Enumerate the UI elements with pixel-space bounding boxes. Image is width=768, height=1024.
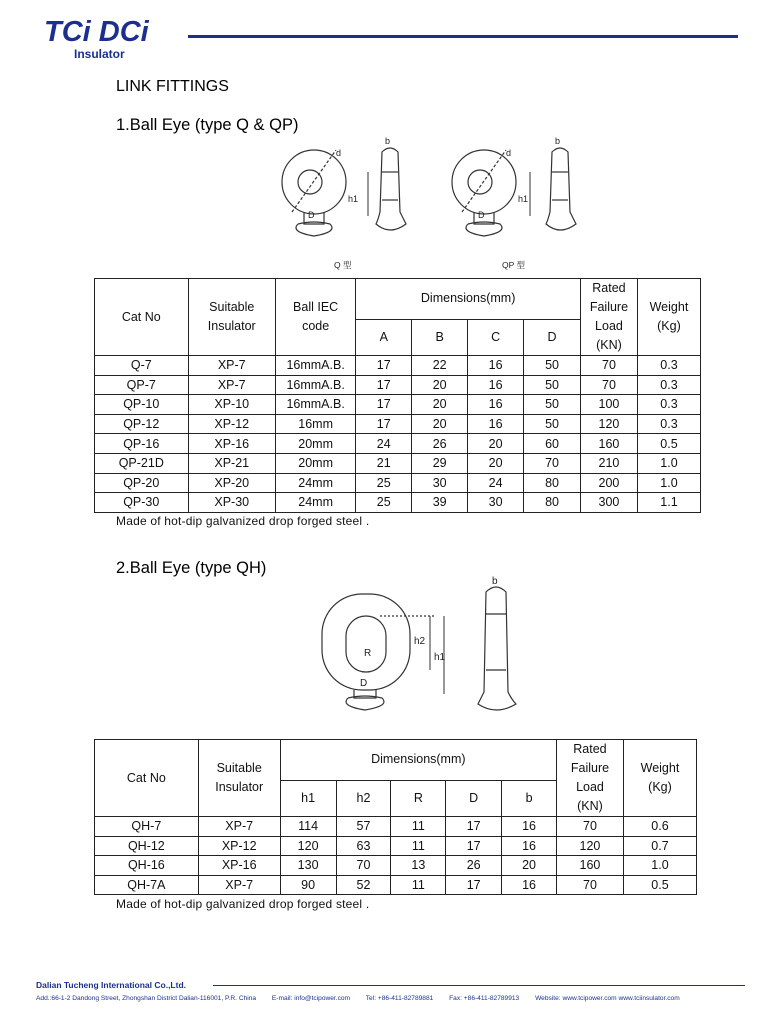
fig1-label-D: D xyxy=(308,210,315,220)
col-cat-no: Cat No xyxy=(95,740,199,817)
fig1-label-d: d xyxy=(336,148,342,158)
table-row xyxy=(95,856,697,876)
col-dim-c: C xyxy=(468,319,524,355)
table-row xyxy=(95,817,697,837)
table-cell: XP-7 xyxy=(188,375,275,395)
table-cell: 130 xyxy=(280,856,336,876)
table-cell: 0.5 xyxy=(623,875,696,895)
footer-tel: Tel: +86-411-82789881 xyxy=(365,995,434,1002)
table-row xyxy=(95,375,701,395)
table-cell: 26 xyxy=(446,856,502,876)
table-cell: 70 xyxy=(580,356,637,376)
table-cell: 20mm xyxy=(275,434,355,454)
fig1-caption-qp: QP 型 xyxy=(502,260,525,270)
col-suitable-insulator: Suitable Insulator xyxy=(188,279,275,356)
section2-heading: 2.Ball Eye (type QH) xyxy=(116,559,267,577)
table-cell: 70 xyxy=(580,375,637,395)
table-row xyxy=(95,414,701,434)
table-cell: 160 xyxy=(580,434,637,454)
table-cell: 24mm xyxy=(275,493,355,513)
table-cell: XP-16 xyxy=(198,856,280,876)
table-cell: XP-7 xyxy=(188,356,275,376)
table-cell: 16 xyxy=(468,375,524,395)
table-cell: 1.1 xyxy=(637,493,700,513)
col-dim-d: D xyxy=(446,780,502,816)
table-cell: 16 xyxy=(468,356,524,376)
table-row xyxy=(95,473,701,493)
table-cell: 24 xyxy=(468,473,524,493)
table-row xyxy=(95,453,701,473)
table-cell: 17 xyxy=(446,817,502,837)
table-cell: 26 xyxy=(412,434,468,454)
table-cell: 11 xyxy=(391,836,446,856)
table-cell: 60 xyxy=(524,434,581,454)
table-cell: XP-16 xyxy=(188,434,275,454)
table-cell: 120 xyxy=(556,836,623,856)
table-cell: 17 xyxy=(446,836,502,856)
fig1-label-b-qp: b xyxy=(555,136,561,146)
logo-wordmark: TCi DCi xyxy=(44,16,149,48)
table-cell: 50 xyxy=(524,375,581,395)
table-cell: 0.3 xyxy=(637,395,700,415)
table-cell: 25 xyxy=(356,473,412,493)
table-cell: QP-12 xyxy=(95,414,189,434)
footer-address: Add.:66-1-2 Dandong Street, Zhongshan District Dalian-116001, P.R. China xyxy=(36,995,257,1002)
col-weight: Weight (Kg) xyxy=(637,279,700,356)
table-cell: 52 xyxy=(336,875,391,895)
table-cell: 114 xyxy=(280,817,336,837)
col-dim-h2: h2 xyxy=(336,780,391,816)
table-cell: 63 xyxy=(336,836,391,856)
table-cell: 11 xyxy=(391,875,446,895)
table-cell: 1.0 xyxy=(623,856,696,876)
table-cell: QP-7 xyxy=(95,375,189,395)
table-cell: 57 xyxy=(336,817,391,837)
table-cell: 16 xyxy=(502,817,557,837)
table-cell: 120 xyxy=(280,836,336,856)
table-cell: 20 xyxy=(412,395,468,415)
table1-body xyxy=(95,356,701,513)
table-cell: 50 xyxy=(524,414,581,434)
table-cell: 16mmA.B. xyxy=(275,395,355,415)
fig1-label-h1: h1 xyxy=(348,194,359,204)
table-cell: 0.7 xyxy=(623,836,696,856)
table-cell: 20 xyxy=(502,856,557,876)
table-cell: QH-7A xyxy=(95,875,199,895)
footer-email: E-mail: info@tcipower.com xyxy=(271,995,351,1002)
col-rated-failure-load: Rated Failure Load (KN) xyxy=(556,740,623,817)
table-cell: 17 xyxy=(356,375,412,395)
col-dimensions: Dimensions(mm) xyxy=(280,740,556,781)
table-cell: 11 xyxy=(391,817,446,837)
table-cell: 80 xyxy=(524,473,581,493)
table-cell: 20 xyxy=(412,414,468,434)
table-cell: 30 xyxy=(412,473,468,493)
table-cell: QP-30 xyxy=(95,493,189,513)
table-cell: QH-12 xyxy=(95,836,199,856)
table-cell: 70 xyxy=(556,817,623,837)
table-cell: 30 xyxy=(468,493,524,513)
table-cell: 16mmA.B. xyxy=(275,356,355,376)
table-cell: QP-10 xyxy=(95,395,189,415)
table-cell: 0.6 xyxy=(623,817,696,837)
table-cell: 300 xyxy=(580,493,637,513)
fig2-label-R: R xyxy=(364,648,372,659)
table-cell: QP-16 xyxy=(95,434,189,454)
table-cell: 90 xyxy=(280,875,336,895)
table-cell: 120 xyxy=(580,414,637,434)
page-title: LINK FITTINGS xyxy=(116,78,229,95)
col-cat-no: Cat No xyxy=(95,279,189,356)
fig2-label-h1: h1 xyxy=(434,652,446,663)
table-cell: 0.3 xyxy=(637,414,700,434)
table-cell: QH-16 xyxy=(95,856,199,876)
table-cell: 16mmA.B. xyxy=(275,375,355,395)
col-dimensions: Dimensions(mm) xyxy=(356,279,581,320)
table-cell: XP-30 xyxy=(188,493,275,513)
col-dim-r: R xyxy=(391,780,446,816)
footer-company: Dalian Tucheng International Co.,Ltd. xyxy=(36,980,187,990)
fig1-label-b: b xyxy=(385,136,391,146)
table-cell: 70 xyxy=(524,453,581,473)
footer-fax: Fax: +86-411-82789913 xyxy=(449,995,520,1002)
table-cell: 16 xyxy=(502,836,557,856)
table-cell: 22 xyxy=(412,356,468,376)
table-cell: 24 xyxy=(356,434,412,454)
ball-eye-qh-drawing xyxy=(310,572,530,724)
table-cell: 210 xyxy=(580,453,637,473)
fig1-label-D-qp: D xyxy=(478,210,485,220)
table-cell: XP-21 xyxy=(188,453,275,473)
col-dim-b: b xyxy=(502,780,557,816)
table-cell: 13 xyxy=(391,856,446,876)
table-row xyxy=(95,875,697,895)
table-cell: 20 xyxy=(412,375,468,395)
table-cell: 17 xyxy=(356,395,412,415)
section1-heading: 1.Ball Eye (type Q & QP) xyxy=(116,116,299,134)
table2-body xyxy=(95,817,697,895)
table-cell: XP-7 xyxy=(198,817,280,837)
table-cell: 70 xyxy=(556,875,623,895)
table-row xyxy=(95,493,701,513)
table-cell: 70 xyxy=(336,856,391,876)
section1-note: Made of hot-dip galvanized drop forged steel . xyxy=(116,514,370,528)
col-dim-d: D xyxy=(524,319,581,355)
logo-subtitle: Insulator xyxy=(74,47,125,61)
col-rated-failure-load: Rated Failure Load (KN) xyxy=(580,279,637,356)
col-weight: Weight (Kg) xyxy=(623,740,696,817)
company-logo xyxy=(44,16,174,62)
table-cell: 17 xyxy=(356,414,412,434)
table-cell: 100 xyxy=(580,395,637,415)
ball-eye-q-qp-drawing xyxy=(264,132,594,274)
table-cell: 0.3 xyxy=(637,375,700,395)
fig2-label-b: b xyxy=(492,576,498,587)
table-cell: 20mm xyxy=(275,453,355,473)
table-cell: XP-12 xyxy=(198,836,280,856)
table-ball-eye-q-qp xyxy=(94,278,701,513)
fig2-label-h2: h2 xyxy=(414,636,426,647)
footer-contact xyxy=(36,995,746,1002)
table-cell: 200 xyxy=(580,473,637,493)
table-row xyxy=(95,356,701,376)
table-cell: 39 xyxy=(412,493,468,513)
table-cell: 17 xyxy=(356,356,412,376)
footer-rule xyxy=(213,985,745,986)
fig2-label-D: D xyxy=(360,678,368,689)
col-dim-a: A xyxy=(356,319,412,355)
table-cell: 16mm xyxy=(275,414,355,434)
header-rule xyxy=(188,35,738,38)
footer-website: Website: www.tcipower.com www.tciinsulator.com xyxy=(535,995,680,1002)
table-cell: 16 xyxy=(468,414,524,434)
table-cell: 20 xyxy=(468,453,524,473)
table-cell: 50 xyxy=(524,395,581,415)
table-cell: 1.0 xyxy=(637,473,700,493)
table-cell: QH-7 xyxy=(95,817,199,837)
fig1-label-h1-qp: h1 xyxy=(518,194,529,204)
table-cell: 29 xyxy=(412,453,468,473)
table-cell: 16 xyxy=(468,395,524,415)
table-cell: 17 xyxy=(446,875,502,895)
table-cell: 20 xyxy=(468,434,524,454)
table-cell: 1.0 xyxy=(637,453,700,473)
table-cell: 50 xyxy=(524,356,581,376)
table-row xyxy=(95,836,697,856)
table-cell: 80 xyxy=(524,493,581,513)
table-cell: XP-7 xyxy=(198,875,280,895)
table-row xyxy=(95,395,701,415)
table-cell: 25 xyxy=(356,493,412,513)
table-ball-eye-qh xyxy=(94,739,697,895)
table-cell: 0.5 xyxy=(637,434,700,454)
table-cell: QP-20 xyxy=(95,473,189,493)
table-cell: XP-20 xyxy=(188,473,275,493)
col-dim-b: B xyxy=(412,319,468,355)
table-row xyxy=(95,434,701,454)
fig1-caption-q: Q 型 xyxy=(334,260,352,270)
table-cell: Q-7 xyxy=(95,356,189,376)
table-cell: 21 xyxy=(356,453,412,473)
col-ball-iec-code: Ball IEC code xyxy=(275,279,355,356)
table-cell: 160 xyxy=(556,856,623,876)
table-cell: QP-21D xyxy=(95,453,189,473)
fig1-label-d-qp: d xyxy=(506,148,512,158)
table-cell: XP-10 xyxy=(188,395,275,415)
table-cell: XP-12 xyxy=(188,414,275,434)
section2-note: Made of hot-dip galvanized drop forged steel . xyxy=(116,897,370,911)
table-cell: 16 xyxy=(502,875,557,895)
col-suitable-insulator: Suitable Insulator xyxy=(198,740,280,817)
table-cell: 0.3 xyxy=(637,356,700,376)
table-cell: 24mm xyxy=(275,473,355,493)
col-dim-h1: h1 xyxy=(280,780,336,816)
